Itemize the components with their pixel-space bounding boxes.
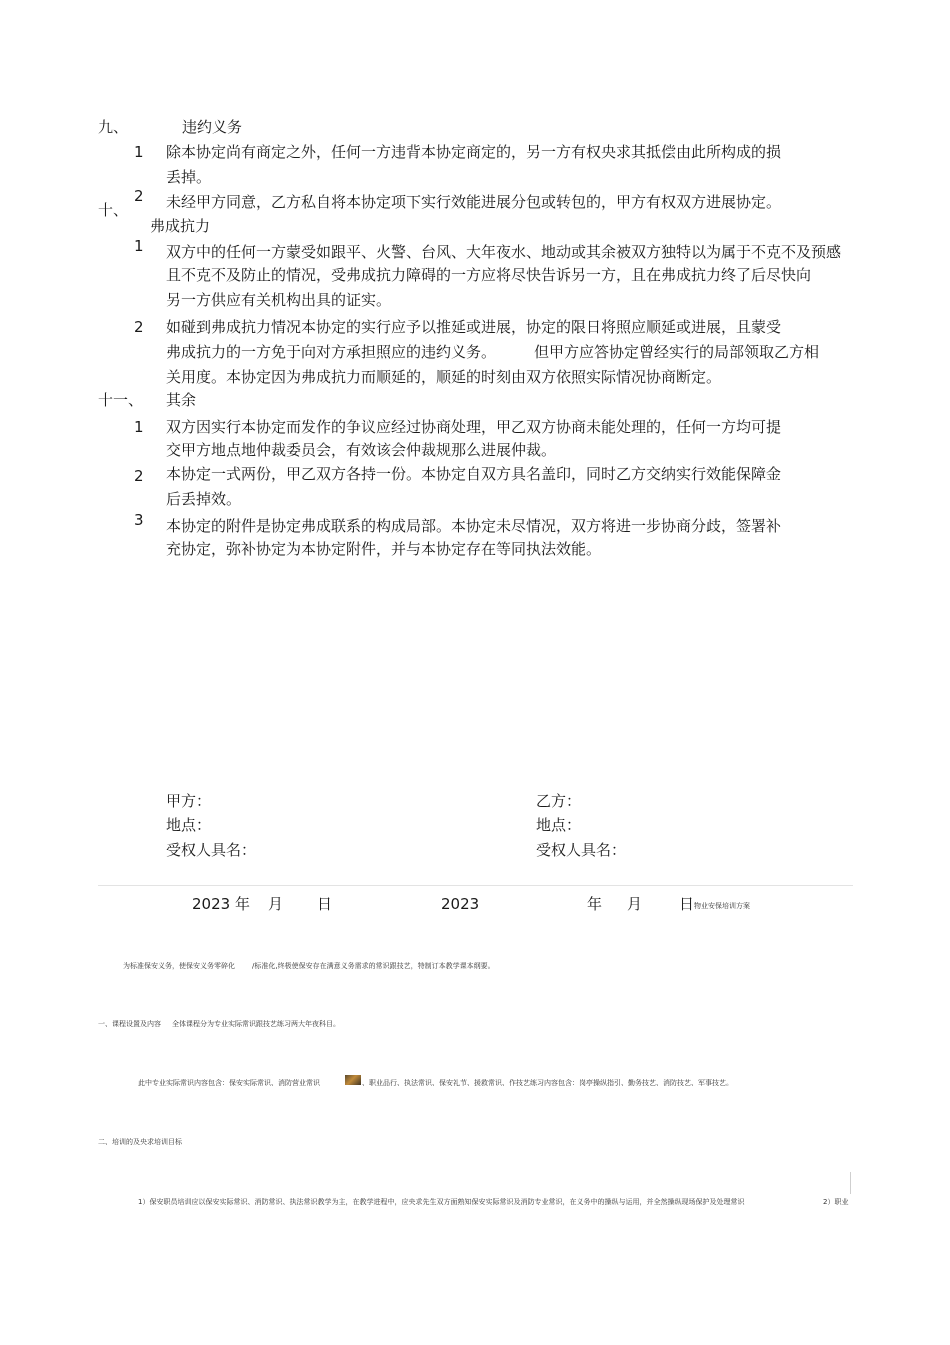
section-10-item-1-number: 1 bbox=[134, 237, 144, 255]
training-goal-1: 1）保安职员培训应以保安实际常识、消防常识、执法常识教学为主，在教学进程中，应央求先生双方面熟知保安实际常识及消防专业常识，在义务中的操纵与运用，并全然操纵现场保护及处理常识 bbox=[138, 1198, 745, 1206]
training-section-1-text: 全体课程分为专业实际常识跟技艺练习两大年夜科目。 bbox=[172, 1020, 340, 1028]
section-10-item-2-line-3: 关用度。本协定因为弗成抗力而顺延的，顺延的时刻由双方依照实际情况协商断定。 bbox=[166, 368, 722, 386]
section-9-number: 九、 bbox=[98, 118, 129, 136]
section-10-item-1-line-1: 双方中的任何一方蒙受如跟平、火警、台风、大年夜水、地动或其余被双方独特以为属于不克不及预感 bbox=[166, 243, 842, 261]
section-10-item-2-line-1: 如碰到弗成抗力情况本协定的实行应予以推延或进展，协定的限日将照应顺延或进展，且蒙受 bbox=[166, 318, 782, 336]
section-11-number: 十一、 bbox=[98, 391, 144, 409]
training-intro-part-b: /标准化,终极使保安存在满意义务需求的常识跟技艺，特制订本教学课本纲要。 bbox=[252, 962, 495, 970]
section-10-item-1-line-2: 且不克不及防止的情况，受弗成抗力障碍的一方应将尽快告诉另一方，且在弗成抗力终了后尽快向 bbox=[166, 266, 812, 284]
training-section-2-heading: 二、培训的及央求培训目标 bbox=[98, 1138, 182, 1146]
training-detail-part-a: 此中专业实际常识内容包含：保安实际常识、消防营业常识 bbox=[138, 1079, 320, 1087]
training-detail-part-b: 、职业品行、执法常识、保安礼节、援救常识、作技艺练习内容包含：岗亭操纵指引、勤务技艺、消防技艺、军事技艺。 bbox=[362, 1079, 733, 1087]
section-10-item-2-line-2b: 但甲方应答协定曾经实行的局部领取乙方相 bbox=[534, 343, 820, 361]
section-11-item-1-number: 1 bbox=[134, 418, 144, 436]
date-b-month: 月 bbox=[627, 895, 643, 913]
date-a-month: 月 bbox=[268, 895, 284, 913]
training-plan-title: 物业安保培训方案 bbox=[694, 902, 750, 910]
margin-line bbox=[850, 1172, 851, 1194]
date-a-year: 2023 年 bbox=[192, 895, 250, 913]
section-9-item-2-line-1: 未经甲方同意，乙方私自将本协定项下实行效能进展分包或转包的，甲方有权双方进展协定。 bbox=[166, 193, 782, 211]
section-11-item-1-line-2: 交甲方地点地仲裁委员会，有效该会仲裁规那么进展仲裁。 bbox=[166, 441, 557, 459]
training-section-1-heading: 一、课程设置及内容 bbox=[98, 1020, 161, 1028]
section-9-item-2-number: 2 bbox=[134, 187, 144, 205]
section-11-item-2-line-1: 本协定一式两份，甲乙双方各持一份。本协定自双方具名盖印，同时乙方交纳实行效能保障金 bbox=[166, 465, 782, 483]
section-11-item-2-line-2: 后丢掉效。 bbox=[166, 490, 242, 508]
section-11-item-3-line-2: 充协定，弥补协定为本协定附件，并与本协定存在等同执法效能。 bbox=[166, 540, 602, 558]
signer-b-label: 受权人具名： bbox=[536, 841, 627, 859]
section-10-title: 弗成抗力 bbox=[150, 217, 211, 235]
date-b-year: 2023 bbox=[441, 895, 480, 913]
section-11-item-1-line-1: 双方因实行本协定而发作的争议应经过协商处理，甲乙双方协商未能处理的，任何一方均可提 bbox=[166, 418, 782, 436]
section-9-item-1-line-1: 除本协定尚有商定之外，任何一方违背本协定商定的，另一方有权央求其抵偿由此所构成的损 bbox=[166, 143, 782, 161]
party-b-label: 乙方： bbox=[536, 792, 582, 810]
address-a-label: 地点： bbox=[166, 816, 212, 834]
section-10-item-2-number: 2 bbox=[134, 318, 144, 336]
section-9-item-1-number: 1 bbox=[134, 143, 144, 161]
section-11-item-3-line-1: 本协定的附件是协定弗成联系的构成局部。本协定未尽情况，双方将进一步协商分歧，签署补 bbox=[166, 517, 782, 535]
signer-a-label: 受权人具名： bbox=[166, 841, 257, 859]
date-a-day: 日 bbox=[317, 895, 333, 913]
page-divider bbox=[98, 885, 853, 886]
section-10-item-2-line-2a: 弗成抗力的一方免于向对方承担照应的违约义务。 bbox=[166, 343, 497, 361]
party-a-label: 甲方： bbox=[166, 792, 212, 810]
training-goal-2-start: 2）职业 bbox=[823, 1198, 849, 1206]
section-11-item-3-number: 3 bbox=[134, 511, 144, 529]
section-10-number: 十、 bbox=[98, 201, 129, 219]
section-9-title: 违约义务 bbox=[182, 118, 243, 136]
training-intro-part-a: 为标准保安义务，使保安义务零碎化 bbox=[123, 962, 235, 970]
embedded-image-thumbnail bbox=[345, 1075, 361, 1085]
section-11-item-2-number: 2 bbox=[134, 467, 144, 485]
date-b-day: 日 bbox=[679, 895, 695, 913]
section-10-item-1-line-3: 另一方供应有关机构出具的证实。 bbox=[166, 291, 392, 309]
section-11-title: 其余 bbox=[166, 391, 197, 409]
date-b-year-unit: 年 bbox=[587, 895, 603, 913]
section-9-item-1-line-2: 丢掉。 bbox=[166, 168, 212, 186]
address-b-label: 地点： bbox=[536, 816, 582, 834]
